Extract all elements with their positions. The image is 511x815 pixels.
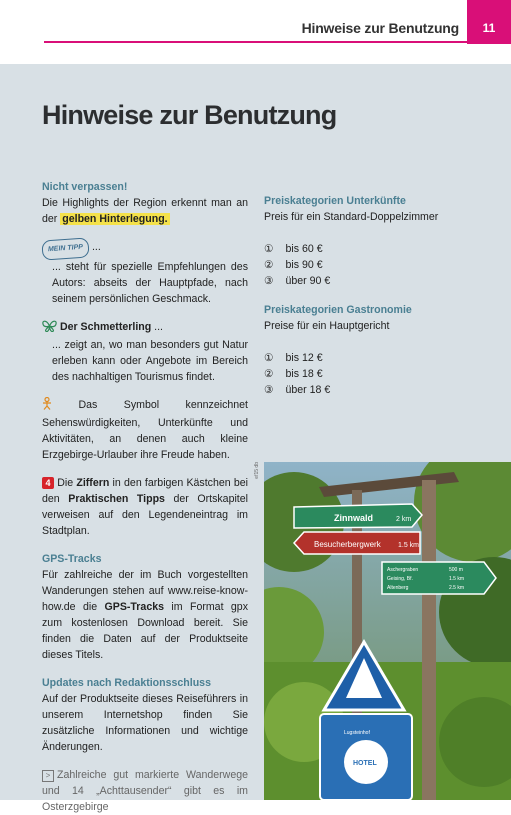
page-number: 11 [467, 0, 511, 44]
highlight-example: gelben Hinterlegung. [62, 213, 168, 225]
gastro-subtitle: Preise für ein Hauptgericht [264, 320, 390, 332]
unterkunft-item: ② bis 90 € [264, 259, 323, 271]
gastro-heading: Preiskategorien Gastronomie [264, 304, 412, 316]
caption-arrow-icon: > [42, 770, 54, 782]
svg-text:Altenberg: Altenberg [387, 585, 409, 591]
child-icon [42, 397, 52, 415]
gastro-item: ① bis 12 € [264, 352, 323, 364]
gps-heading: GPS-Tracks [42, 553, 102, 565]
trail-sign-photo [264, 462, 511, 800]
sign-zinnwald: Zinnwald [334, 513, 373, 523]
gastro-item: ③ über 18 € [264, 384, 331, 396]
left-column [42, 179, 248, 815]
page-header [0, 0, 511, 44]
unterkunft-item: ① bis 60 € [264, 243, 323, 255]
schmetterling-title: Der Schmetterling [59, 321, 152, 333]
unterkunft-heading: Preiskategorien Unterkünfte [264, 195, 406, 207]
sign-besucherbergwerk: Besucherbergwerk [314, 540, 381, 549]
sign-zinnwald-km: 2 km [396, 516, 412, 523]
svg-text:Lugsteinhof: Lugsteinhof [344, 730, 370, 736]
nicht-verpassen-heading: Nicht verpassen! [42, 181, 128, 193]
svg-text:500 m: 500 m [449, 567, 463, 573]
header-rule [44, 41, 467, 43]
updates-heading: Updates nach Redaktionsschluss [42, 677, 211, 689]
unterkunft-item: ③ über 90 € [264, 275, 331, 287]
number-box: 4 [42, 477, 54, 489]
mein-tipp-text: ... steht für spezielle Empfehlungen des Autors: abseits der Hauptpfade, nach seinem persönlichen Geschmack. [52, 261, 248, 305]
sign-besucherbergwerk-km: 1.5 km [398, 542, 420, 549]
svg-text:HOTEL: HOTEL [353, 760, 377, 767]
running-title: Hinweise zur Benutzung [301, 20, 459, 36]
nicht-verpassen-text: Die Highlights der Region erkennt man an der gelben Hinterlegung. [42, 197, 248, 225]
svg-text:Geising, Bf.: Geising, Bf. [387, 576, 413, 582]
unterkunft-subtitle: Preis für ein Standard-Doppelzimmer [264, 211, 439, 223]
updates-text: Auf der Produktseite dieses Reiseführers in unserem Internetshop finden Sie zusätzliche Informationen und wichtige Änderungen. [42, 693, 248, 753]
gastro-item: ② bis 18 € [264, 368, 323, 380]
photo-credit: ef15 db [254, 462, 260, 479]
svg-text:1.5 km: 1.5 km [449, 576, 465, 582]
kinder-symbol-text: Das Symbol kennzeichnet Sehenswürdigkeiten, Unterkünfte und Aktivitäten, an denen auch kleine Erzgebirge-Urlauber ihre Freude haben. [42, 399, 248, 461]
gps-text: Für zahlreiche der im Buch vorgestellten Wanderungen stehen auf www.reise-know-how.de die GPS-Tracks im Format gpx zum kostenlosen Download bereit. Sie finden die Daten auf der Produktseite dieses Titels. [42, 569, 248, 661]
photo-caption: > Zahlreiche gut markierte Wanderwege und 14 „Achttausender“ gibt es im Osterzgebirge [42, 769, 248, 813]
right-column [264, 193, 494, 398]
svg-text:Aschergraben: Aschergraben [387, 567, 419, 573]
schmetterling-line: Der Schmetterling ... [42, 319, 248, 337]
mein-tipp-line: MEIN TIPP ... [42, 239, 248, 259]
ziffern-text: 4 Die Ziffern in den farbigen Kästchen bei den Praktischen Tipps der Ortskapitel verweisen auf den Legendeneintrag im Stadtplan. [42, 477, 249, 537]
butterfly-icon [42, 320, 57, 337]
mein-tipp-badge: MEIN TIPP [41, 237, 89, 260]
schmetterling-text: ... zeigt an, wo man besonders gut Natur erleben kann oder Angebote im Bereich des nachhaltigen Tourismus findet. [52, 339, 248, 383]
page-title: Hinweise zur Benutzung [42, 100, 337, 130]
svg-text:2.5 km: 2.5 km [449, 585, 465, 591]
